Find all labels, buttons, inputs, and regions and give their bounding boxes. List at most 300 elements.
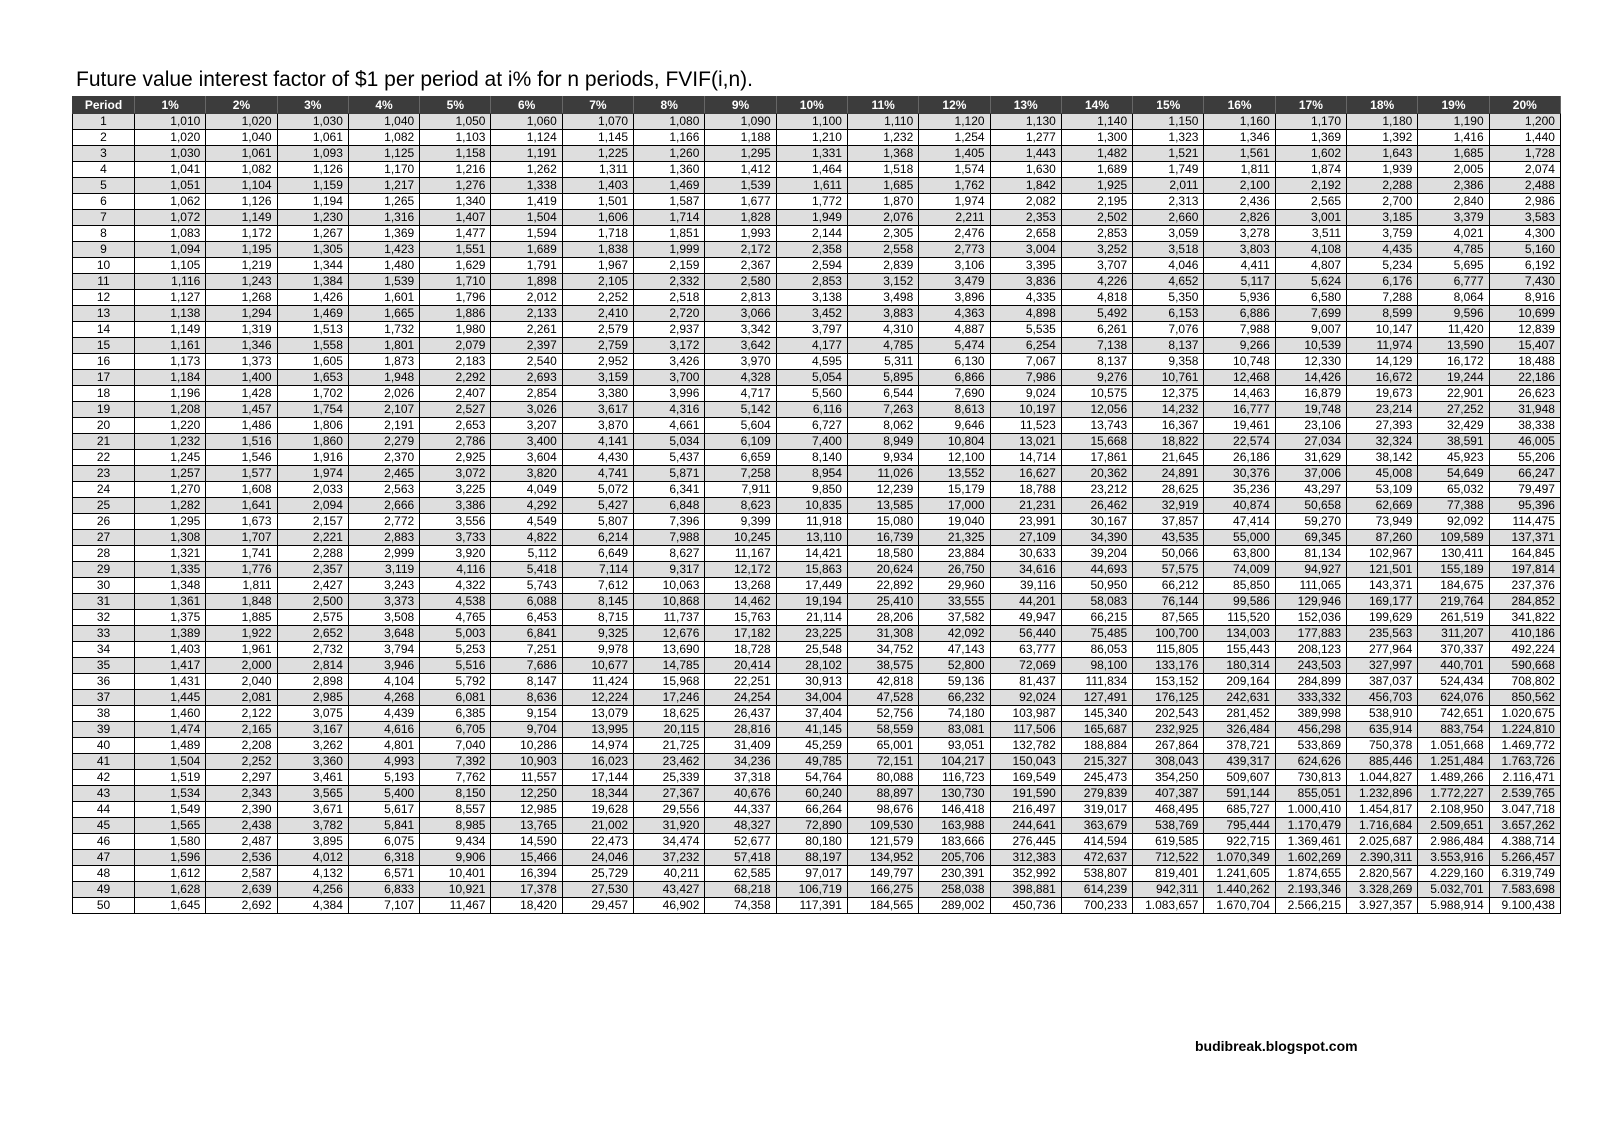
factor-cell: 2,813 xyxy=(705,290,776,306)
factor-cell: 2,407 xyxy=(420,386,491,402)
factor-cell: 1,677 xyxy=(705,194,776,210)
factor-cell: 1,707 xyxy=(206,530,277,546)
table-row xyxy=(73,738,1561,754)
column-header-rate: 6% xyxy=(491,97,562,114)
factor-cell: 5,695 xyxy=(1418,258,1489,274)
factor-cell: 1,403 xyxy=(135,642,206,658)
factor-cell: 1,369 xyxy=(348,226,419,242)
factor-cell: 2.566,215 xyxy=(1275,898,1346,914)
factor-cell: 165,687 xyxy=(1061,722,1132,738)
column-header-rate: 14% xyxy=(1061,97,1132,114)
factor-cell: 2,011 xyxy=(1133,178,1204,194)
factor-cell: 261,519 xyxy=(1418,610,1489,626)
factor-cell: 9,646 xyxy=(919,418,990,434)
factor-cell: 1,230 xyxy=(277,210,348,226)
factor-cell: 2,985 xyxy=(277,690,348,706)
factor-cell: 9,317 xyxy=(634,562,705,578)
factor-cell: 80,180 xyxy=(776,834,847,850)
factor-cell: 2,786 xyxy=(420,434,491,450)
period-cell: 1 xyxy=(73,114,135,130)
factor-cell: 44,201 xyxy=(990,594,1061,610)
factor-cell: 74,358 xyxy=(705,898,776,914)
factor-cell: 2,343 xyxy=(206,786,277,802)
factor-cell: 23,884 xyxy=(919,546,990,562)
period-cell: 25 xyxy=(73,498,135,514)
factor-cell: 32,324 xyxy=(1347,434,1418,450)
factor-cell: 1,295 xyxy=(705,146,776,162)
table-row xyxy=(73,274,1561,290)
factor-cell: 2,079 xyxy=(420,338,491,354)
factor-cell: 3,759 xyxy=(1347,226,1418,242)
factor-cell: 4,328 xyxy=(705,370,776,386)
period-cell: 24 xyxy=(73,482,135,498)
factor-cell: 1,124 xyxy=(491,130,562,146)
factor-cell: 3.047,718 xyxy=(1489,802,1560,818)
factor-cell: 1,061 xyxy=(206,146,277,162)
factor-cell: 3,797 xyxy=(776,322,847,338)
factor-cell: 12,676 xyxy=(634,626,705,642)
factor-cell: 8,627 xyxy=(634,546,705,562)
column-header-rate: 16% xyxy=(1204,97,1275,114)
factor-cell: 1,974 xyxy=(919,194,990,210)
period-cell: 38 xyxy=(73,706,135,722)
factor-cell: 22,574 xyxy=(1204,434,1275,450)
factor-cell: 9,934 xyxy=(847,450,918,466)
factor-cell: 6,571 xyxy=(348,866,419,882)
factor-cell: 3,072 xyxy=(420,466,491,482)
factor-cell: 31,948 xyxy=(1489,402,1560,418)
factor-cell: 2,076 xyxy=(847,210,918,226)
factor-cell: 63,777 xyxy=(990,642,1061,658)
factor-cell: 1,170 xyxy=(1275,114,1346,130)
factor-cell: 1,373 xyxy=(206,354,277,370)
factor-cell: 1,460 xyxy=(135,706,206,722)
factor-cell: 41,145 xyxy=(776,722,847,738)
table-row xyxy=(73,594,1561,610)
table-row xyxy=(73,482,1561,498)
factor-cell: 31,629 xyxy=(1275,450,1346,466)
factor-cell: 52,756 xyxy=(847,706,918,722)
factor-cell: 5,234 xyxy=(1347,258,1418,274)
factor-cell: 10,835 xyxy=(776,498,847,514)
factor-cell: 230,391 xyxy=(919,866,990,882)
factor-cell: 2,082 xyxy=(990,194,1061,210)
factor-cell: 5,437 xyxy=(634,450,705,466)
factor-cell: 3,556 xyxy=(420,514,491,530)
factor-cell: 1,728 xyxy=(1489,146,1560,162)
factor-cell: 14,129 xyxy=(1347,354,1418,370)
factor-cell: 1,922 xyxy=(206,626,277,642)
factor-cell: 2,165 xyxy=(206,722,277,738)
factor-cell: 13,765 xyxy=(491,818,562,834)
period-cell: 11 xyxy=(73,274,135,290)
factor-cell: 10,575 xyxy=(1061,386,1132,402)
factor-cell: 14,426 xyxy=(1275,370,1346,386)
factor-cell: 4,717 xyxy=(705,386,776,402)
factor-cell: 1,440 xyxy=(1489,130,1560,146)
factor-cell: 2,500 xyxy=(277,594,348,610)
factor-cell: 6,777 xyxy=(1418,274,1489,290)
factor-cell: 1,082 xyxy=(206,162,277,178)
factor-cell: 4,363 xyxy=(919,306,990,322)
factor-cell: 3.927,357 xyxy=(1347,898,1418,914)
factor-cell: 54,764 xyxy=(776,770,847,786)
factor-cell: 219,764 xyxy=(1418,594,1489,610)
factor-cell: 72,069 xyxy=(990,658,1061,674)
factor-cell: 21,325 xyxy=(919,530,990,546)
factor-cell: 8,137 xyxy=(1061,354,1132,370)
table-header xyxy=(73,97,1561,114)
factor-cell: 7,288 xyxy=(1347,290,1418,306)
factor-cell: 3,671 xyxy=(277,802,348,818)
factor-cell: 1,860 xyxy=(277,434,348,450)
factor-cell: 1,368 xyxy=(847,146,918,162)
factor-cell: 10,761 xyxy=(1133,370,1204,386)
factor-cell: 8,636 xyxy=(491,690,562,706)
factor-cell: 1,125 xyxy=(348,146,419,162)
factor-cell: 3.553,916 xyxy=(1418,850,1489,866)
factor-cell: 5,841 xyxy=(348,818,419,834)
period-cell: 48 xyxy=(73,866,135,882)
factor-cell: 33,555 xyxy=(919,594,990,610)
factor-cell: 10,063 xyxy=(634,578,705,594)
factor-cell: 2,370 xyxy=(348,450,419,466)
factor-cell: 34,752 xyxy=(847,642,918,658)
factor-cell: 14,421 xyxy=(776,546,847,562)
factor-cell: 42,092 xyxy=(919,626,990,642)
factor-cell: 1,445 xyxy=(135,690,206,706)
factor-cell: 1,311 xyxy=(562,162,633,178)
factor-cell: 55,000 xyxy=(1204,530,1275,546)
factor-cell: 1,403 xyxy=(562,178,633,194)
factor-cell: 1,217 xyxy=(348,178,419,194)
factor-cell: 39,204 xyxy=(1061,546,1132,562)
factor-cell: 2,026 xyxy=(348,386,419,402)
factor-cell: 6,254 xyxy=(990,338,1061,354)
factor-cell: 1,276 xyxy=(420,178,491,194)
factor-cell: 1,335 xyxy=(135,562,206,578)
factor-cell: 591,144 xyxy=(1204,786,1275,802)
factor-cell: 2,386 xyxy=(1418,178,1489,194)
factor-cell: 103,987 xyxy=(990,706,1061,722)
period-cell: 29 xyxy=(73,562,135,578)
period-cell: 37 xyxy=(73,690,135,706)
factor-cell: 1,851 xyxy=(634,226,705,242)
factor-cell: 4,049 xyxy=(491,482,562,498)
factor-cell: 4,310 xyxy=(847,322,918,338)
factor-cell: 209,164 xyxy=(1204,674,1275,690)
table-row xyxy=(73,146,1561,162)
factor-cell: 3,252 xyxy=(1061,242,1132,258)
factor-cell: 20,414 xyxy=(705,658,776,674)
factor-cell: 7,263 xyxy=(847,402,918,418)
factor-cell: 29,960 xyxy=(919,578,990,594)
period-cell: 4 xyxy=(73,162,135,178)
factor-cell: 1,321 xyxy=(135,546,206,562)
factor-cell: 2,305 xyxy=(847,226,918,242)
factor-cell: 708,802 xyxy=(1489,674,1560,690)
factor-cell: 2,438 xyxy=(206,818,277,834)
factor-cell: 2,133 xyxy=(491,306,562,322)
factor-cell: 538,769 xyxy=(1133,818,1204,834)
table-row xyxy=(73,226,1561,242)
factor-cell: 4,785 xyxy=(1418,242,1489,258)
factor-cell: 164,845 xyxy=(1489,546,1560,562)
factor-cell: 45,008 xyxy=(1347,466,1418,482)
factor-cell: 2,297 xyxy=(206,770,277,786)
factor-cell: 1,426 xyxy=(277,290,348,306)
factor-cell: 2,540 xyxy=(491,354,562,370)
factor-cell: 2,814 xyxy=(277,658,348,674)
factor-cell: 27,393 xyxy=(1347,418,1418,434)
factor-cell: 8,137 xyxy=(1133,338,1204,354)
factor-cell: 92,092 xyxy=(1418,514,1489,530)
factor-cell: 3,262 xyxy=(277,738,348,754)
factor-cell: 1,208 xyxy=(135,402,206,418)
period-cell: 6 xyxy=(73,194,135,210)
factor-cell: 93,051 xyxy=(919,738,990,754)
factor-cell: 6,081 xyxy=(420,690,491,706)
factor-cell: 5,193 xyxy=(348,770,419,786)
factor-cell: 2,252 xyxy=(562,290,633,306)
factor-cell: 1,428 xyxy=(206,386,277,402)
factor-cell: 2,653 xyxy=(420,418,491,434)
table-row xyxy=(73,402,1561,418)
factor-cell: 1.874,655 xyxy=(1275,866,1346,882)
factor-cell: 57,575 xyxy=(1133,562,1204,578)
factor-cell: 624,076 xyxy=(1418,690,1489,706)
factor-cell: 1,685 xyxy=(847,178,918,194)
factor-cell: 2,195 xyxy=(1061,194,1132,210)
factor-cell: 199,629 xyxy=(1347,610,1418,626)
period-cell: 39 xyxy=(73,722,135,738)
factor-cell: 2,720 xyxy=(634,306,705,322)
fvif-table xyxy=(72,96,1561,914)
factor-cell: 440,701 xyxy=(1418,658,1489,674)
factor-cell: 1,939 xyxy=(1347,162,1418,178)
table-row xyxy=(73,850,1561,866)
factor-cell: 1.241,605 xyxy=(1204,866,1275,882)
factor-cell: 1,194 xyxy=(277,194,348,210)
factor-cell: 1,041 xyxy=(135,162,206,178)
factor-cell: 1.224,810 xyxy=(1489,722,1560,738)
factor-cell: 10,804 xyxy=(919,434,990,450)
factor-cell: 1,519 xyxy=(135,770,206,786)
column-header-rate: 5% xyxy=(420,97,491,114)
factor-cell: 5,072 xyxy=(562,482,633,498)
factor-cell: 115,805 xyxy=(1133,642,1204,658)
factor-cell: 7,988 xyxy=(1204,322,1275,338)
factor-cell: 1,061 xyxy=(277,130,348,146)
factor-cell: 30,167 xyxy=(1061,514,1132,530)
factor-cell: 1,718 xyxy=(562,226,633,242)
factor-cell: 1,606 xyxy=(562,210,633,226)
factor-cell: 308,043 xyxy=(1133,754,1204,770)
factor-cell: 1,405 xyxy=(919,146,990,162)
factor-cell: 5,617 xyxy=(348,802,419,818)
factor-cell: 2,094 xyxy=(277,498,348,514)
period-cell: 22 xyxy=(73,450,135,466)
factor-cell: 43,297 xyxy=(1275,482,1346,498)
factor-cell: 13,268 xyxy=(705,578,776,594)
factor-cell: 47,143 xyxy=(919,642,990,658)
factor-cell: 1,811 xyxy=(206,578,277,594)
column-header-rate: 4% xyxy=(348,97,419,114)
factor-cell: 39,116 xyxy=(990,578,1061,594)
factor-cell: 3,511 xyxy=(1275,226,1346,242)
factor-cell: 2,579 xyxy=(562,322,633,338)
factor-cell: 1,277 xyxy=(990,130,1061,146)
factor-cell: 3,243 xyxy=(348,578,419,594)
factor-cell: 2,759 xyxy=(562,338,633,354)
factor-cell: 34,616 xyxy=(990,562,1061,578)
factor-cell: 1,539 xyxy=(348,274,419,290)
factor-cell: 4,292 xyxy=(491,498,562,514)
factor-cell: 6,075 xyxy=(348,834,419,850)
factor-cell: 1,369 xyxy=(1275,130,1346,146)
factor-cell: 1,346 xyxy=(1204,130,1275,146)
factor-cell: 1,105 xyxy=(135,258,206,274)
factor-cell: 730,813 xyxy=(1275,770,1346,786)
factor-cell: 2,367 xyxy=(705,258,776,274)
factor-cell: 1,925 xyxy=(1061,178,1132,194)
factor-cell: 1,504 xyxy=(491,210,562,226)
factor-cell: 333,332 xyxy=(1275,690,1346,706)
factor-cell: 1,874 xyxy=(1275,162,1346,178)
factor-cell: 1,172 xyxy=(206,226,277,242)
factor-cell: 590,668 xyxy=(1489,658,1560,674)
period-cell: 14 xyxy=(73,322,135,338)
table-row xyxy=(73,578,1561,594)
factor-cell: 66,264 xyxy=(776,802,847,818)
factor-cell: 1,791 xyxy=(491,258,562,274)
factor-cell: 4,141 xyxy=(562,434,633,450)
factor-cell: 6,176 xyxy=(1347,274,1418,290)
factor-cell: 6,261 xyxy=(1061,322,1132,338)
factor-cell: 12,985 xyxy=(491,802,562,818)
factor-cell: 38,591 xyxy=(1418,434,1489,450)
factor-cell: 267,864 xyxy=(1133,738,1204,754)
period-cell: 45 xyxy=(73,818,135,834)
factor-cell: 50,950 xyxy=(1061,578,1132,594)
factor-cell: 1,126 xyxy=(277,162,348,178)
factor-cell: 1.469,772 xyxy=(1489,738,1560,754)
factor-cell: 6,848 xyxy=(634,498,705,514)
factor-cell: 2,107 xyxy=(348,402,419,418)
factor-cell: 1,898 xyxy=(491,274,562,290)
factor-cell: 1,389 xyxy=(135,626,206,642)
factor-cell: 44,337 xyxy=(705,802,776,818)
period-cell: 23 xyxy=(73,466,135,482)
factor-cell: 1,257 xyxy=(135,466,206,482)
factor-cell: 1,665 xyxy=(348,306,419,322)
factor-cell: 4,132 xyxy=(277,866,348,882)
factor-cell: 1,645 xyxy=(135,898,206,914)
factor-cell: 137,371 xyxy=(1489,530,1560,546)
table-row xyxy=(73,562,1561,578)
factor-cell: 10,677 xyxy=(562,658,633,674)
factor-cell: 439,317 xyxy=(1204,754,1275,770)
factor-cell: 4,322 xyxy=(420,578,491,594)
factor-cell: 7,400 xyxy=(776,434,847,450)
factor-cell: 55,206 xyxy=(1489,450,1560,466)
column-header-rate: 13% xyxy=(990,97,1061,114)
period-cell: 31 xyxy=(73,594,135,610)
factor-cell: 35,236 xyxy=(1204,482,1275,498)
factor-cell: 134,952 xyxy=(847,850,918,866)
factor-cell: 15,863 xyxy=(776,562,847,578)
factor-cell: 8,062 xyxy=(847,418,918,434)
factor-cell: 10,868 xyxy=(634,594,705,610)
factor-cell: 2,999 xyxy=(348,546,419,562)
factor-cell: 49,785 xyxy=(776,754,847,770)
factor-cell: 1,516 xyxy=(206,434,277,450)
factor-cell: 1,754 xyxy=(277,402,348,418)
factor-cell: 1,082 xyxy=(348,130,419,146)
column-header-rate: 7% xyxy=(562,97,633,114)
factor-cell: 13,995 xyxy=(562,722,633,738)
factor-cell: 1,702 xyxy=(277,386,348,402)
factor-cell: 10,921 xyxy=(420,882,491,898)
factor-cell: 2.193,346 xyxy=(1275,882,1346,898)
factor-cell: 1,596 xyxy=(135,850,206,866)
table-row xyxy=(73,290,1561,306)
factor-cell: 2,211 xyxy=(919,210,990,226)
table-row xyxy=(73,610,1561,626)
factor-cell: 3,820 xyxy=(491,466,562,482)
factor-cell: 398,881 xyxy=(990,882,1061,898)
factor-cell: 1,166 xyxy=(634,130,705,146)
period-cell: 27 xyxy=(73,530,135,546)
factor-cell: 68,218 xyxy=(705,882,776,898)
factor-cell: 4,822 xyxy=(491,530,562,546)
factor-cell: 66,247 xyxy=(1489,466,1560,482)
factor-cell: 6.319,749 xyxy=(1489,866,1560,882)
factor-cell: 16,367 xyxy=(1133,418,1204,434)
factor-cell: 9,325 xyxy=(562,626,633,642)
factor-cell: 1,116 xyxy=(135,274,206,290)
factor-cell: 614,239 xyxy=(1061,882,1132,898)
column-header-rate: 2% xyxy=(206,97,277,114)
factor-cell: 6,153 xyxy=(1133,306,1204,322)
factor-cell: 65,032 xyxy=(1418,482,1489,498)
factor-cell: 169,549 xyxy=(990,770,1061,786)
factor-cell: 6,705 xyxy=(420,722,491,738)
factor-cell: 12,839 xyxy=(1489,322,1560,338)
factor-cell: 31,920 xyxy=(634,818,705,834)
factor-cell: 1,948 xyxy=(348,370,419,386)
factor-cell: 14,714 xyxy=(990,450,1061,466)
factor-cell: 4,012 xyxy=(277,850,348,866)
factor-cell: 11,167 xyxy=(705,546,776,562)
factor-cell: 6,088 xyxy=(491,594,562,610)
factor-cell: 18,580 xyxy=(847,546,918,562)
factor-cell: 2,081 xyxy=(206,690,277,706)
factor-cell: 104,217 xyxy=(919,754,990,770)
factor-cell: 8,599 xyxy=(1347,306,1418,322)
factor-cell: 1,159 xyxy=(277,178,348,194)
factor-cell: 106,719 xyxy=(776,882,847,898)
factor-cell: 143,371 xyxy=(1347,578,1418,594)
factor-cell: 54,649 xyxy=(1418,466,1489,482)
factor-cell: 3,498 xyxy=(847,290,918,306)
factor-cell: 10,245 xyxy=(705,530,776,546)
factor-cell: 12,239 xyxy=(847,482,918,498)
factor-cell: 1,482 xyxy=(1061,146,1132,162)
table-row xyxy=(73,626,1561,642)
factor-cell: 245,473 xyxy=(1061,770,1132,786)
factor-cell: 27,252 xyxy=(1418,402,1489,418)
